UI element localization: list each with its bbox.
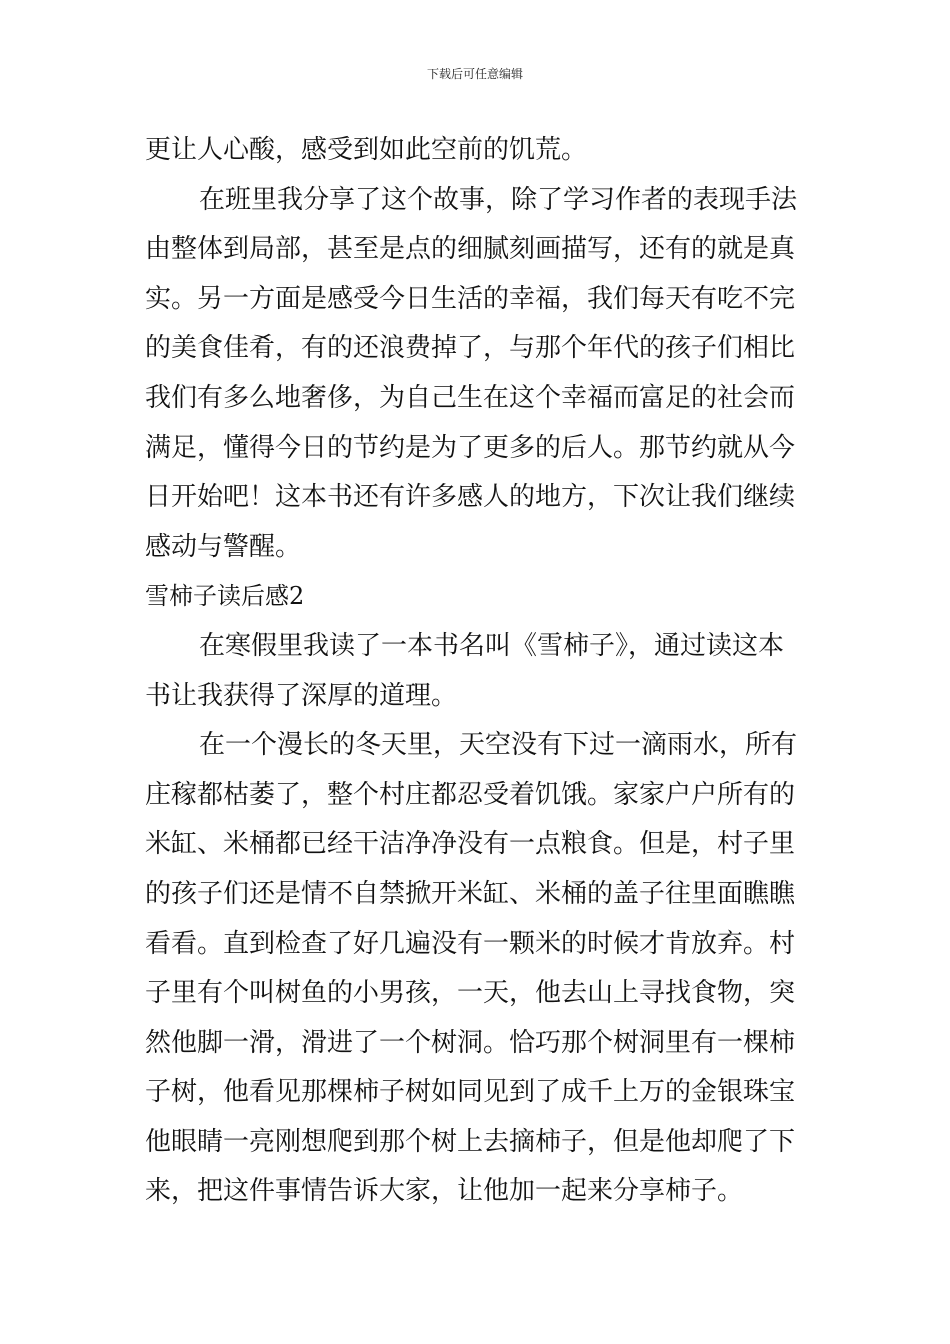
text-line: 庄稼都枯萎了，整个村庄都忍受着饥饿。家家户户所有的	[145, 779, 796, 810]
text-line: 子树，他看见那棵柿子树如同见到了成千上万的金银珠宝	[145, 1077, 796, 1108]
paragraph-start-line: 在一个漫长的冬天里，天空没有下过一滴雨水，所有	[199, 730, 798, 761]
text-line: 的美食佳肴，有的还浪费掉了，与那个年代的孩子们相比	[145, 333, 796, 364]
text-line: 来，把这件事情告诉大家，让他加一起来分享柿子。	[145, 1176, 744, 1207]
text-line: 由整体到局部，甚至是点的细腻刻画描写，还有的就是真	[145, 234, 796, 265]
text-line: 感动与警醒。	[145, 531, 302, 562]
text-line: 书让我获得了深厚的道理。	[145, 680, 458, 711]
text-line: 我们有多么地奢侈，为自己生在这个幸福而富足的社会而	[145, 382, 796, 413]
text-line: 更让人心酸，感受到如此空前的饥荒。	[145, 135, 588, 165]
text-line: 日开始吧！这本书还有许多感人的地方，下次让我们继续	[145, 482, 796, 513]
text-line: 实。另一方面是感受今日生活的幸福，我们每天有吃不完	[145, 283, 796, 314]
text-line: 米缸、米桶都已经干洁净净没有一点粮食。但是，村子里	[145, 829, 796, 860]
document-body	[145, 126, 810, 1217]
text-line: 他眼睛一亮刚想爬到那个树上去摘柿子，但是他却爬了下	[145, 1126, 796, 1157]
text-line: 子里有个叫树鱼的小男孩，一天，他去山上寻找食物，突	[145, 978, 796, 1009]
text-line: 的孩子们还是情不自禁掀开米缸、米桶的盖子往里面瞧瞧	[145, 878, 796, 909]
text-line: 然他脚一滑，滑进了一个树洞。恰巧那个树洞里有一棵柿	[145, 1027, 796, 1058]
text-line: 看看。直到检查了好几遍没有一颗米的时候才肯放弃。村	[145, 928, 796, 959]
paragraph-start-line: 在班里我分享了这个故事，除了学习作者的表现手法	[199, 184, 798, 215]
text-line: 满足，懂得今日的节约是为了更多的后人。那节约就从今	[145, 432, 796, 463]
page-header: 下载后可任意编辑	[426, 67, 523, 81]
paragraph-start-line: 在寒假里我读了一本书名叫《雪柿子》，通过读这本	[199, 630, 785, 661]
section-heading: 雪柿子读后感2	[145, 582, 305, 611]
